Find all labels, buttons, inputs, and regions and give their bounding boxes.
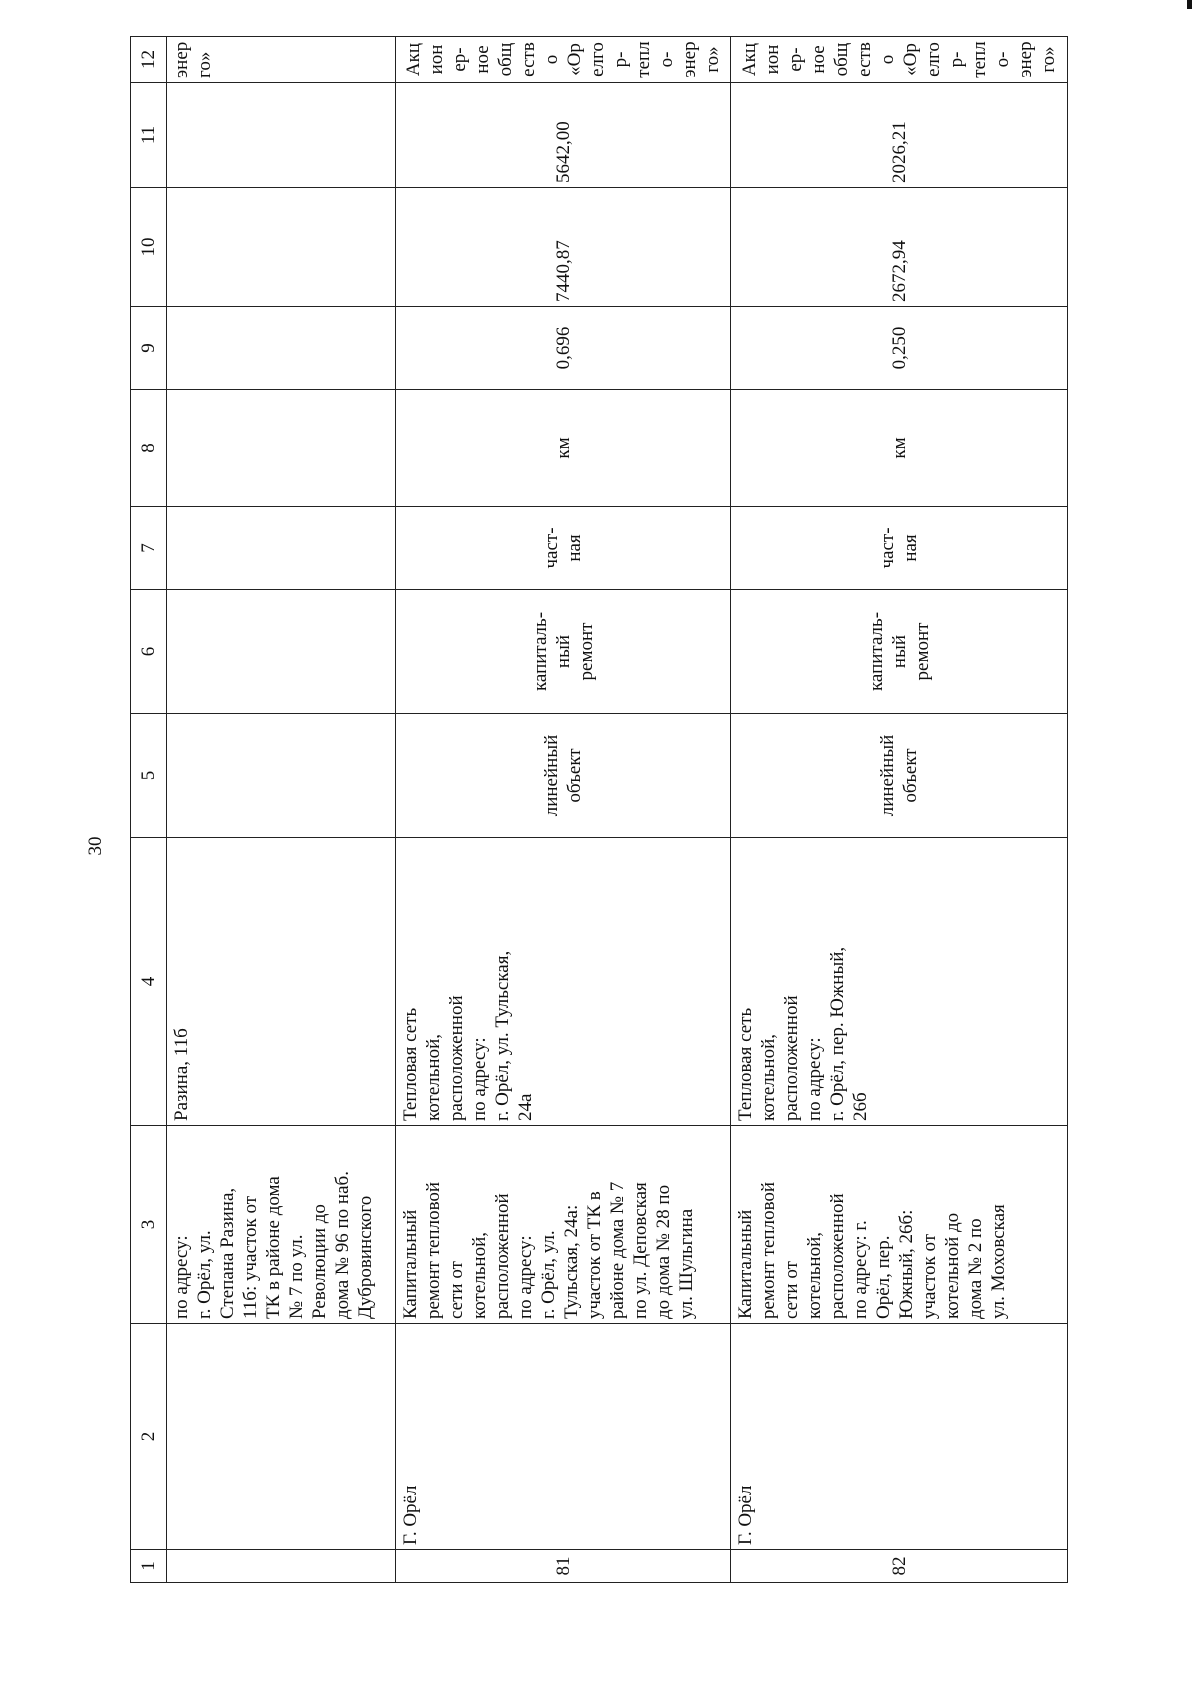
cell-work: Капитальный ремонт тепловой сети от котельной, расположенной по адресу: г. Орёл, пер. Южный, 26б: участок от котельной до дома № 2 по ул. Моховская (731, 1126, 1068, 1324)
col-header-6: 6 (131, 590, 167, 714)
col-header-4: 4 (131, 838, 167, 1126)
cell-no: 81 (396, 1550, 731, 1583)
cell-work-type (167, 590, 396, 714)
col-header-9: 9 (131, 307, 167, 390)
table-row (731, 37, 1068, 1583)
cell-work: по адресу: г. Орёл, ул. Степана Разина, 11б: участок от ТК в районе дома № 7 по ул. Революции до дома № 96 по наб. Дубровинского (167, 1126, 396, 1324)
cell-extent: част- ная (396, 507, 731, 590)
col-header-10: 10 (131, 188, 167, 307)
cell-cost-share: 5642,00 (396, 83, 731, 188)
cell-no: 82 (731, 1550, 1068, 1583)
cell-unit (167, 390, 396, 507)
table-row (167, 37, 396, 1583)
cell-object: Разина, 11б (167, 838, 396, 1126)
col-header-11: 11 (131, 83, 167, 188)
col-header-7: 7 (131, 507, 167, 590)
page-number-text: 30 (85, 836, 106, 856)
cell-cost-total: 7440,87 (396, 188, 731, 307)
cell-no (167, 1550, 396, 1583)
cell-cost-total: 2672,94 (731, 188, 1068, 307)
rotated-table-frame (130, 37, 1067, 1583)
table-row (396, 37, 731, 1583)
cell-quantity: 0,250 (731, 307, 1068, 390)
cell-quantity (167, 307, 396, 390)
cell-cost-total (167, 188, 396, 307)
cell-work-type: капиталь- ный ремонт (731, 590, 1068, 714)
document-table (130, 36, 1068, 1583)
col-header-8: 8 (131, 390, 167, 507)
cell-object: Тепловая сеть котельной, расположенной по адресу: г. Орёл, пер. Южный, 26б (731, 838, 1068, 1126)
column-number-row (131, 37, 167, 1583)
col-header-1: 1 (131, 1550, 167, 1583)
cell-object-type: линейный объект (396, 714, 731, 838)
col-header-3: 3 (131, 1126, 167, 1324)
cell-owner: Акционер- ное общество «Орелгор- тепло- энерго» (396, 37, 731, 83)
cell-owner: Акционер- ное общество «Орелгор- тепло- энерго» (731, 37, 1068, 83)
cell-owner: энерго» (167, 37, 396, 83)
cell-unit: км (396, 390, 731, 507)
scan-corner-mark (1187, 0, 1192, 9)
cell-object-type: линейный объект (731, 714, 1068, 838)
col-header-2: 2 (131, 1324, 167, 1550)
col-header-5: 5 (131, 714, 167, 838)
cell-city (167, 1324, 396, 1550)
cell-object: Тепловая сеть котельной, расположенной по адресу: г. Орёл, ул. Тульская, 24а (396, 838, 731, 1126)
cell-object-type (167, 714, 396, 838)
cell-extent (167, 507, 396, 590)
col-header-12: 12 (131, 37, 167, 83)
cell-cost-share: 2026,21 (731, 83, 1068, 188)
cell-unit: км (731, 390, 1068, 507)
cell-cost-share (167, 83, 396, 188)
cell-quantity: 0,696 (396, 307, 731, 390)
cell-work: Капитальный ремонт тепловой сети от котельной, расположенной по адресу: г. Орёл, ул. Тульская, 24а: участок от ТК в районе дома № 7 по ул. Деповская до дома № 28 по ул. Шульгина (396, 1126, 731, 1324)
cell-city: Г. Орёл (731, 1324, 1068, 1550)
cell-work-type: капиталь- ный ремонт (396, 590, 731, 714)
cell-extent: част- ная (731, 507, 1068, 590)
cell-city: Г. Орёл (396, 1324, 731, 1550)
